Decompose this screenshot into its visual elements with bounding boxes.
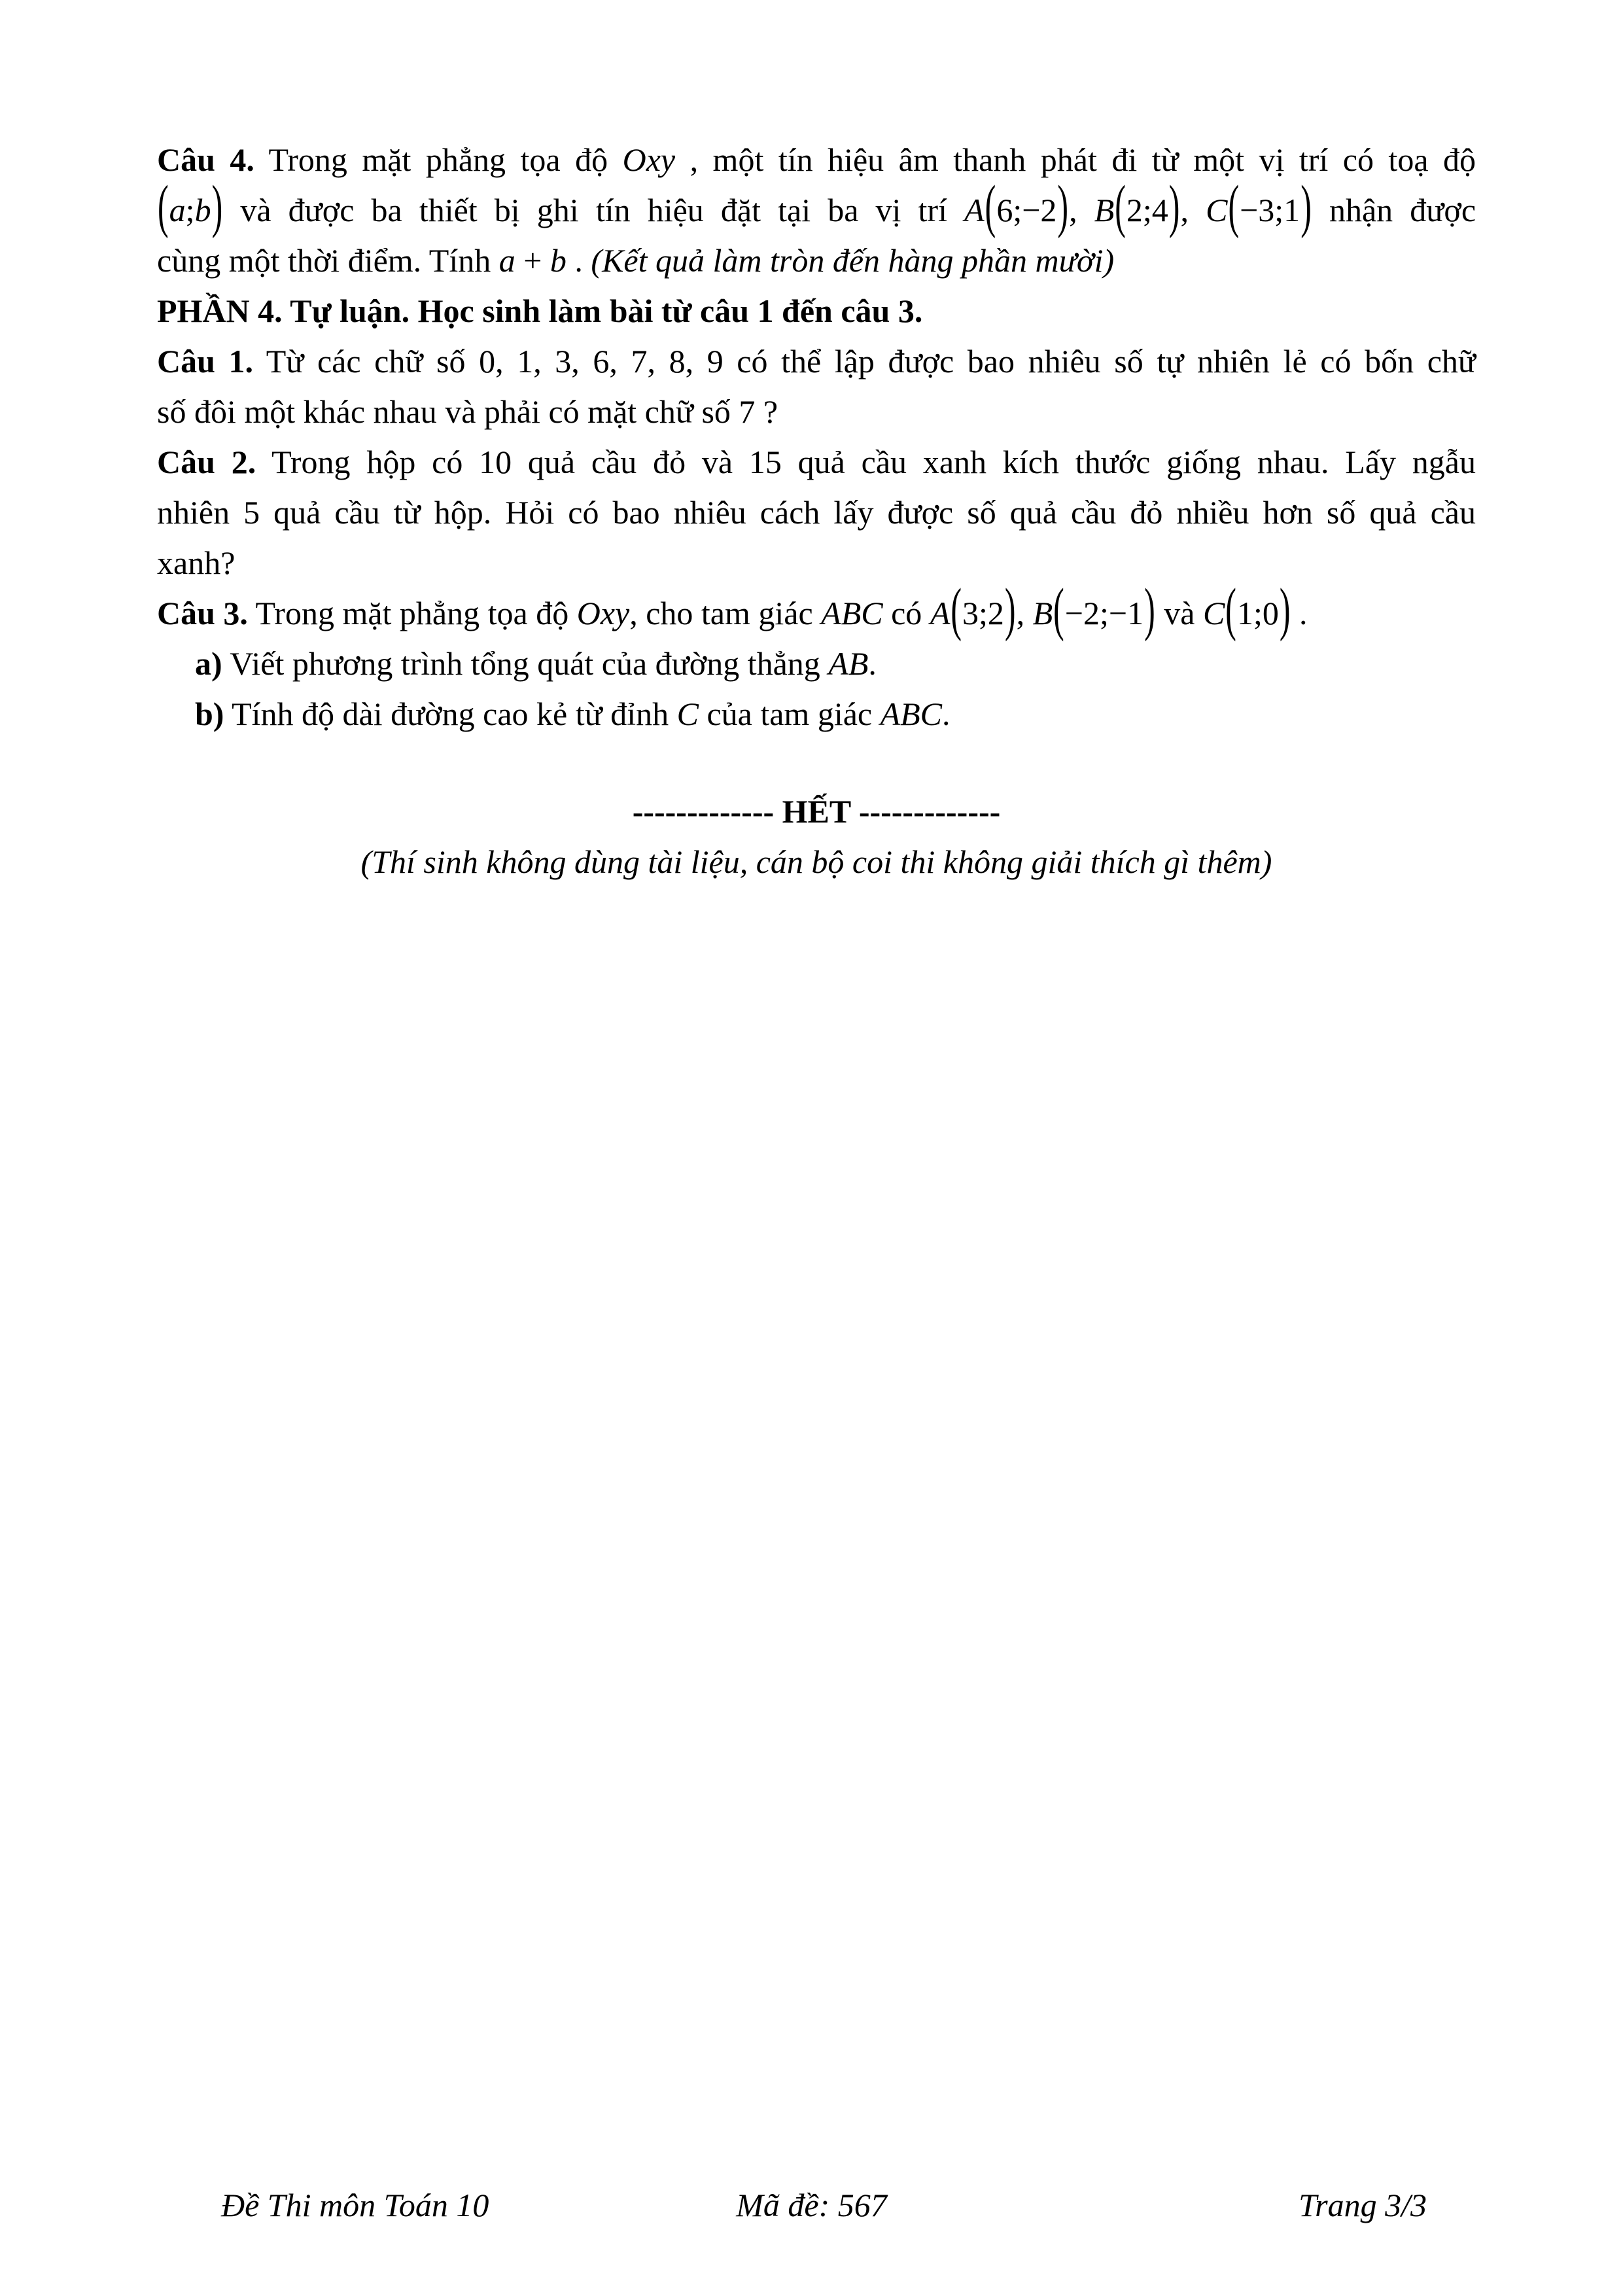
cau3-line [157, 576, 1476, 642]
math-paren: ) [1279, 576, 1291, 642]
math-paren: ( [1228, 173, 1240, 239]
text-segment: b) [195, 696, 224, 732]
text-segment: b [550, 242, 567, 279]
text-segment: a) [195, 645, 222, 682]
text-segment: −2;−1 [1064, 595, 1144, 631]
text-segment: Trong mặt phẳng tọa độ [247, 595, 577, 631]
text-segment: Câu 2. [157, 444, 256, 480]
text-segment: Câu 4. [157, 141, 254, 178]
text-segment: C [1202, 595, 1225, 631]
text-segment: ABC [821, 595, 883, 631]
math-paren: ( [1115, 173, 1126, 239]
text-segment: Câu 1. [157, 343, 254, 380]
text-segment: , một tín hiệu âm thanh phát đi từ một vị trí có toạ độ [675, 141, 1476, 178]
text-segment: a [169, 192, 186, 228]
text-segment: nhận được [1312, 192, 1476, 228]
footer-exam-code: Mã đề: 567 [736, 2187, 887, 2223]
text-segment: Trong mặt phẳng tọa độ [254, 141, 623, 178]
text-segment: Trong hộp có 10 quả cầu đỏ và 15 quả cầu xanh kích thước giống nhau. Lấy ngẫu [256, 444, 1476, 480]
text-segment: nhiên 5 quả cầu từ hộp. Hỏi có bao nhiêu cách lấy được số quả cầu đỏ nhiều hơn số quả cầu [157, 494, 1476, 531]
text-segment: B [1094, 192, 1115, 228]
text-segment: Viết phương trình tổng quát của đường thẳng [222, 645, 829, 682]
text-segment: C [1206, 192, 1228, 228]
text-segment: A [964, 192, 985, 228]
text-segment: . [868, 645, 877, 682]
cau4-line3 [157, 236, 1476, 286]
text-segment: số đôi một khác nhau và phải có mặt chữ số 7 ? [157, 393, 778, 430]
phan4-heading [157, 286, 1476, 336]
text-segment: , [1016, 595, 1033, 631]
cau4-line1 [157, 135, 1476, 185]
text-segment: 2;4 [1126, 192, 1168, 228]
text-segment: (Kết quả làm tròn đến hàng phần mười) [591, 242, 1115, 279]
cau1-line2 [157, 387, 1476, 437]
text-segment: . [566, 242, 591, 279]
text-segment: Oxy [576, 595, 630, 631]
document-lines [157, 135, 1476, 887]
text-segment: 6;−2 [996, 192, 1057, 228]
text-segment: của tam giác [698, 696, 881, 732]
cau2-line3 [157, 538, 1476, 588]
text-segment: AB [828, 645, 869, 682]
math-paren: ) [1168, 173, 1180, 239]
footer-exam-title: Đề Thi môn Toán 10 [221, 2187, 489, 2223]
het-separator [157, 786, 1476, 837]
text-segment: Từ các chữ số 0, 1, 3, 6, 7, 8, 9 có thể lập được bao nhiêu số tự nhiên lẻ có bốn chữ [253, 343, 1476, 380]
page-footer [0, 2182, 1623, 2228]
text-segment: ------------- HẾT ------------- [632, 793, 1001, 830]
cau4-line2 [157, 173, 1476, 239]
math-paren: ) [1004, 576, 1016, 642]
math-paren: ) [211, 173, 223, 239]
text-segment: Oxy [622, 141, 676, 178]
text-segment: A [930, 595, 951, 631]
text-segment: −3;1 [1240, 192, 1300, 228]
cau3-a [157, 639, 1476, 689]
math-paren: ) [1057, 173, 1069, 239]
math-paren: ( [985, 173, 996, 239]
math-paren: ( [951, 576, 962, 642]
text-segment: , [1069, 192, 1094, 228]
text-segment: Câu 3. [157, 595, 248, 631]
text-segment: b [194, 192, 211, 228]
text-segment: . [942, 696, 951, 732]
text-segment: (Thí sinh không dùng tài liệu, cán bộ coi thi không giải thích gì thêm) [360, 843, 1272, 880]
text-segment: có [882, 595, 930, 631]
cau2-line2 [157, 487, 1476, 538]
text-segment: và [1155, 595, 1203, 631]
text-segment: a [498, 242, 515, 279]
math-paren: ( [1225, 576, 1236, 642]
footer-page-number: Trang 3/3 [1299, 2187, 1427, 2223]
text-segment: và được ba thiết bị ghi tín hiệu đặt tại ba vị trí [223, 192, 965, 228]
text-segment: cùng một thời điểm. Tính [157, 242, 499, 279]
math-paren: ( [1053, 576, 1064, 642]
math-paren: ) [1300, 173, 1312, 239]
text-segment: B [1032, 595, 1053, 631]
text-segment: C [676, 696, 699, 732]
text-segment: . [1291, 595, 1308, 631]
exam-note [157, 837, 1476, 887]
cau3-b [157, 689, 1476, 739]
text-segment: + [515, 242, 550, 279]
text-segment: 1;0 [1236, 595, 1279, 631]
text-segment: PHẦN 4. Tự luận. Học sinh làm bài từ câu 1 đến câu 3. [157, 292, 923, 329]
text-segment: , cho tam giác [629, 595, 822, 631]
math-paren: ( [158, 173, 169, 239]
cau1-line1 [157, 336, 1476, 387]
text-segment: , [1180, 192, 1206, 228]
cau2-line1 [157, 437, 1476, 487]
text-segment: ABC [880, 696, 943, 732]
text-segment: 3;2 [962, 595, 1004, 631]
math-paren: ) [1144, 576, 1155, 642]
text-segment: Tính độ dài đường cao kẻ từ đỉnh [224, 696, 677, 732]
text-segment: ; [185, 192, 195, 228]
text-segment: xanh? [157, 544, 236, 581]
